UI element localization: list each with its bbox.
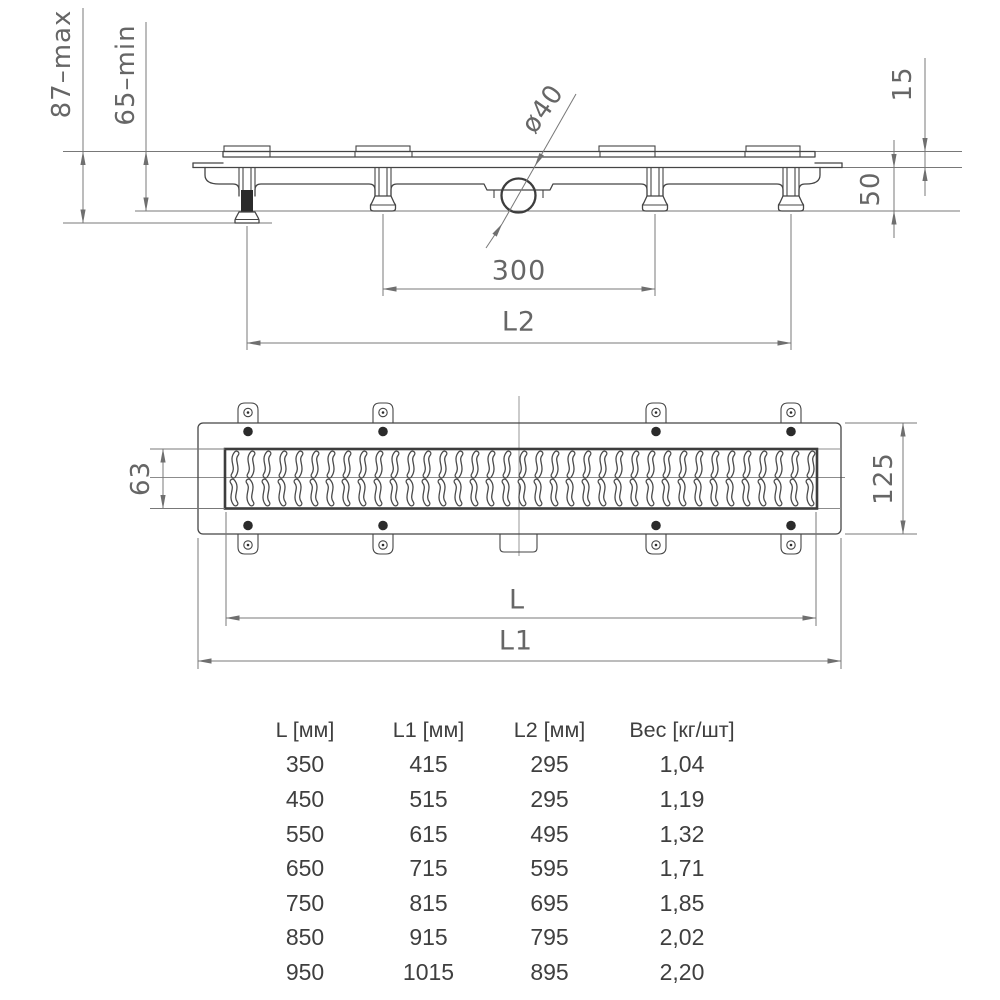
table-cell: 1015 <box>402 958 455 985</box>
table-header-weight: Вес [кг/шт] <box>629 717 735 742</box>
table-cell: 2,20 <box>659 958 705 985</box>
table-cell: 795 <box>530 924 569 951</box>
table-cell: 850 <box>285 924 325 951</box>
table-cell: 750 <box>285 889 325 916</box>
table-cell: 550 <box>285 820 325 847</box>
table-cell: 1,71 <box>659 855 705 882</box>
table-cell: 615 <box>409 820 448 847</box>
table-cell: 350 <box>285 751 325 778</box>
size-table <box>230 713 742 990</box>
table-cell: 1,19 <box>659 785 705 812</box>
table-cell: 295 <box>530 751 569 778</box>
dim-total-length-label: L1 <box>498 625 534 657</box>
table-header-l: L [мм] <box>275 717 335 742</box>
dim-leg-spacing-label: 300 <box>491 255 547 287</box>
table-cell: 1,85 <box>659 889 705 916</box>
side-view <box>63 146 962 223</box>
dim-min-height-label: 65–min <box>111 24 141 126</box>
table-cell: 815 <box>409 889 448 916</box>
table-cell: 695 <box>530 889 569 916</box>
table-cell: 450 <box>285 785 325 812</box>
dim-grate-width-label: 63 <box>126 460 156 497</box>
table-cell: 2,02 <box>659 924 705 951</box>
outlet-stub <box>500 534 537 552</box>
table-cell: 495 <box>530 820 569 847</box>
table-cell: 715 <box>409 855 448 882</box>
channel-body-outline <box>205 168 820 197</box>
dim-leg-span-label: L2 <box>501 306 537 338</box>
table-cell: 650 <box>285 855 325 882</box>
table-cell: 515 <box>409 785 448 812</box>
table-header-l2: L2 [мм] <box>513 717 586 742</box>
table-cell: 415 <box>409 751 448 778</box>
dim-trap-height-label: 50 <box>856 171 886 207</box>
table-cell: 895 <box>530 958 569 985</box>
table-cell: 915 <box>409 924 448 951</box>
side-view-dimensions <box>47 8 925 350</box>
grate-wave-pattern <box>227 451 816 508</box>
threaded-foot-rod <box>241 190 253 212</box>
dim-length-label: L <box>508 584 526 616</box>
leg-struts <box>239 168 799 196</box>
table-cell: 1,32 <box>659 820 705 847</box>
dim-outlet-diameter-label: ø40 <box>515 79 571 139</box>
side-grate-strip <box>223 152 815 158</box>
table-cell: 295 <box>530 785 569 812</box>
dim-max-height-label: 87–max <box>47 9 77 119</box>
table-cell: 1,04 <box>659 751 705 778</box>
adjustable-feet <box>235 190 804 223</box>
top-view <box>150 396 845 556</box>
dim-flange-width-label: 125 <box>869 452 899 505</box>
table-header-l1: L1 [мм] <box>392 717 465 742</box>
dim-edge-height-label: 15 <box>888 66 918 102</box>
table-cell: 950 <box>285 958 325 985</box>
table-cell: 595 <box>530 855 569 882</box>
